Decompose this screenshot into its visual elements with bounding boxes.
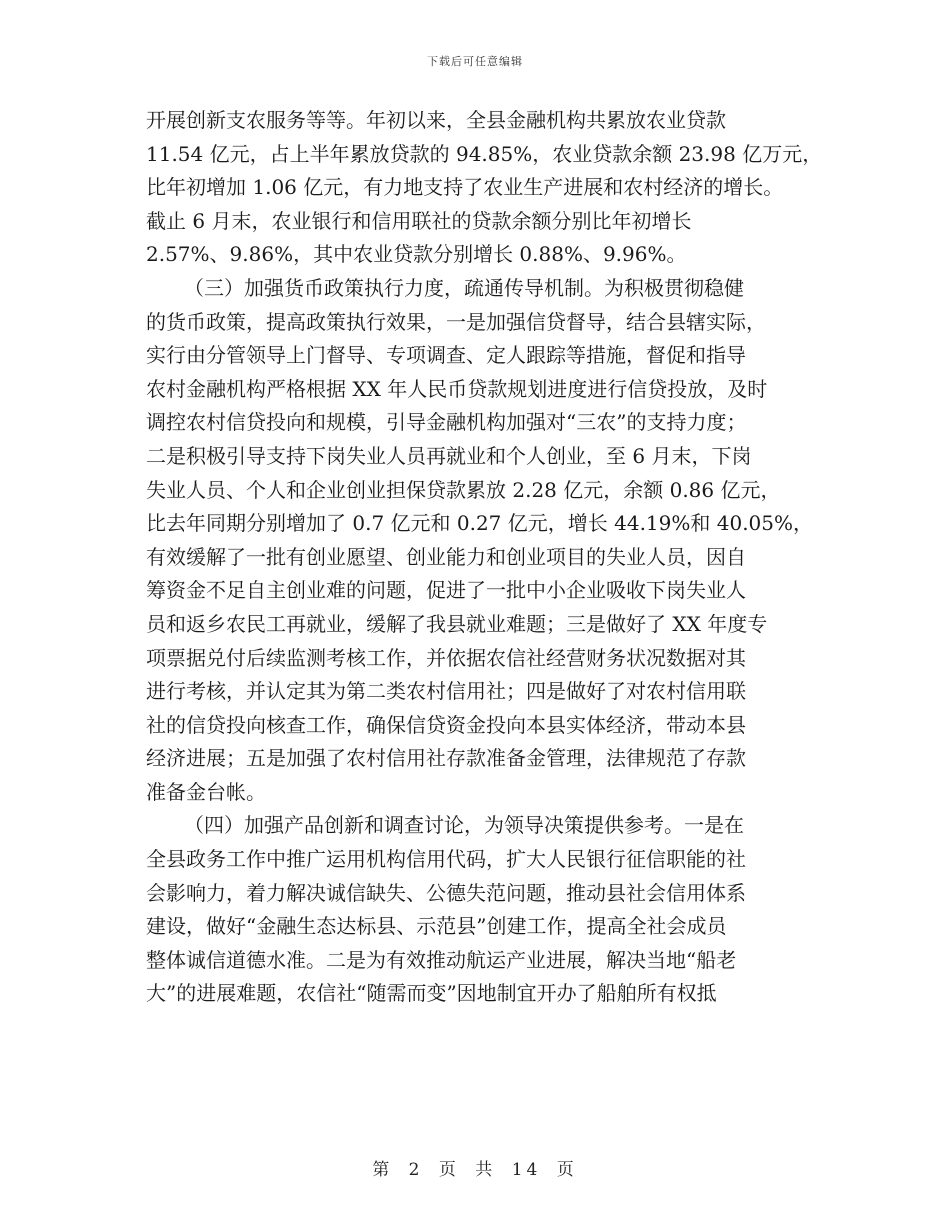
- text-line: 社的信贷投向核查工作，确保信贷资金投向本县实体经济，带动本县: [146, 712, 746, 737]
- text-line: 比年初增加 1.06 亿元，有力地支持了农业生产进展和农村经济的增长。: [146, 175, 784, 200]
- text-line: 截止 6 月末，农业银行和信用联社的贷款余额分别比年初增长: [146, 208, 692, 233]
- text-line: 调控农村信贷投向和规模，引导金融机构加强对“三农”的支持力度；: [146, 410, 747, 435]
- text-line: 11.54 亿元，占上半年累放贷款的 94.85%，农业贷款余额 23.98 亿万元，: [146, 141, 823, 166]
- text-line: 筹资金不足自主创业难的问题，促进了一批中小企业吸收下岗失业人: [146, 578, 746, 603]
- text-line: 员和返乡农民工再就业，缓解了我县就业难题；三是做好了 XX 年度专: [146, 611, 768, 636]
- text-line: 全县政务工作中推广运用机构信用代码，扩大人民银行征信职能的社: [146, 847, 746, 872]
- text-line: 开展创新支农服务等等。年初以来，全县金融机构共累放农业贷款: [146, 108, 726, 132]
- text-line: 进行考核，并认定其为第二类农村信用社；四是做好了对农村信用联: [146, 679, 746, 704]
- text-line: 二是积极引导支持下岗失业人员再就业和个人创业，至 6 月末，下岗: [146, 443, 752, 468]
- page-header: 下载后可任意编辑: [427, 55, 523, 68]
- text-line: （三）加强货币政策执行力度，疏通传导机制。为积极贯彻稳健: [184, 275, 744, 300]
- text-line: 农村金融机构严格根据 XX 年人民币贷款规划进度进行信贷投放，及时: [146, 376, 768, 401]
- text-line: 整体诚信道德水准。二是为有效推动航运产业进展，解决当地“船老: [146, 947, 737, 972]
- text-line: 实行由分管领导上门督导、专项调查、定人跟踪等措施，督促和指导: [146, 343, 746, 368]
- text-line: （四）加强产品创新和调查讨论，为领导决策提供参考。一是在: [184, 813, 744, 838]
- text-line: 2.57%、9.86%，其中农业贷款分别增长 0.88%、9.96%。: [146, 242, 687, 267]
- text-line: 建设，做好“金融生态达标县、示范县”创建工作，提高全社会成员: [146, 914, 727, 939]
- text-line: 有效缓解了一批有创业愿望、创业能力和创业项目的失业人员，因自: [146, 544, 746, 569]
- text-line: 准备金台帐。: [146, 779, 266, 804]
- page-number: 第 2 页 共 14 页: [372, 1160, 578, 1180]
- text-line: 大”的进展难题，农信社“随需而变”因地制宜开办了船舶所有权抵: [146, 981, 717, 1006]
- text-line: 经济进展；五是加强了农村信用社存款准备金管理，法律规范了存款: [146, 746, 746, 771]
- text-line: 失业人员、个人和企业创业担保贷款累放 2.28 亿元，余额 0.86 亿元，: [146, 477, 781, 502]
- text-line: 项票据兑付后续监测考核工作，并依据农信社经营财务状况数据对其: [146, 645, 746, 670]
- document-body: [146, 104, 823, 1011]
- text-line: 的货币政策，提高政策执行效果，一是加强信贷督导，结合县辖实际，: [146, 309, 766, 334]
- text-line: 比去年同期分别增加了 0.7 亿元和 0.27 亿元，增长 44.19%和 40.05%，: [146, 511, 814, 536]
- text-line: 会影响力，着力解决诚信缺失、公德失范问题，推动县社会信用体系: [146, 880, 746, 905]
